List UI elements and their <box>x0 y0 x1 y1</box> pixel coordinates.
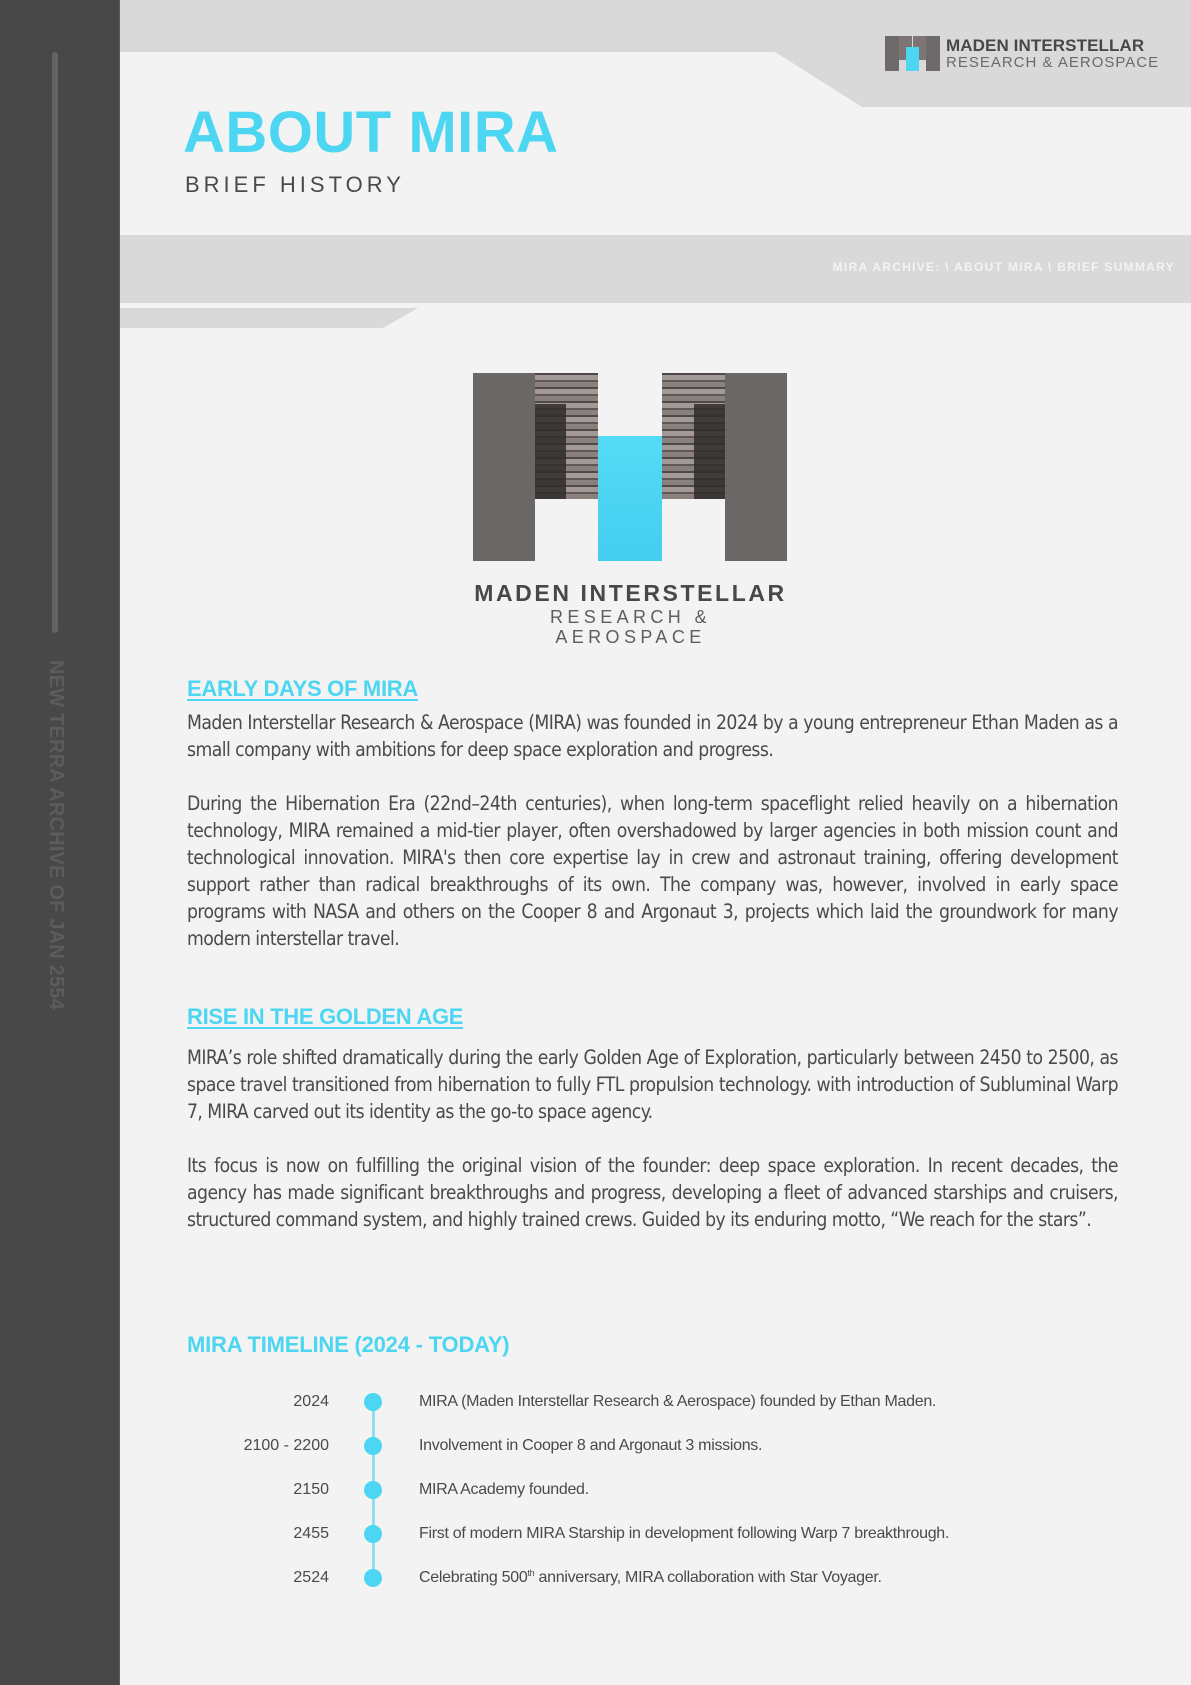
breadcrumb: MIRA ARCHIVE: \ ABOUT MIRA \ BRIEF SUMMARY <box>832 260 1175 274</box>
paragraph: Its focus is now on fulfilling the original vision of the founder: deep space exploration. In recent decades, the agency has made significant breakthroughs and progress, developing a fleet of advanced starships and cruisers, structured command system, and highly trained crews. Guided by its enduring motto, “We reach for the stars”. <box>187 1154 1118 1231</box>
header-brand <box>885 36 1159 71</box>
paragraph: During the Hibernation Era (22nd–24th centuries), when long-term spaceflight relied heavily on a hibernation technology, MIRA remained a mid-tier player, often overshadowed by larger agencies in both mission count and technological innovation. MIRA's then core expertise lay in crew and astronaut training, offering development support rather than radical breakthroughs of its own. The company was, however, involved in early space programs with NASA and others on the Cooper 8 and Argonaut 3, projects which laid the groundwork for many modern interstellar travel. <box>187 792 1118 950</box>
section-heading-golden-age: RISE IN THE GOLDEN AGE <box>187 1004 464 1029</box>
timeline-dot-icon <box>364 1569 382 1587</box>
timeline-event <box>187 1435 1118 1457</box>
timeline-title: MIRA TIMELINE (2024 - TODAY) <box>187 1332 510 1357</box>
event-year: 2455 <box>293 1525 329 1542</box>
page-subtitle: BRIEF HISTORY <box>185 172 405 197</box>
event-text: First of modern MIRA Starship in development following Warp 7 breakthrough. <box>419 1525 950 1542</box>
event-year: 2150 <box>293 1481 329 1498</box>
sidebar <box>0 0 120 1685</box>
hero-brand-tagline: RESEARCH & AEROSPACE <box>549 607 712 647</box>
brand-text <box>946 37 1159 71</box>
event-text: Celebrating 500th anniversary, MIRA collaboration with Star Voyager. <box>419 1568 882 1586</box>
timeline-event <box>187 1567 1118 1589</box>
paragraph: MIRA’s role shifted dramatically during the early Golden Age of Exploration, particularly between 2450 to 2500, as space travel transitioned from hibernation to fully FTL propulsion technology. with introduction of Subluminal Warp 7, MIRA carved out its identity as the go-to space agency. <box>187 1046 1118 1123</box>
timeline-dot-icon <box>364 1437 382 1455</box>
section-heading-early-days: EARLY DAYS OF MIRA <box>187 676 418 701</box>
timeline <box>187 1380 1118 1600</box>
article-content <box>187 672 1118 1233</box>
breadcrumb-band <box>120 235 1191 303</box>
timeline-dot-icon <box>364 1481 382 1499</box>
timeline-dot-icon <box>364 1393 382 1411</box>
event-year: 2524 <box>293 1569 329 1586</box>
sidebar-rail <box>52 52 58 633</box>
event-text: MIRA Academy founded. <box>419 1481 589 1498</box>
event-year: 2024 <box>293 1393 329 1410</box>
paragraph: Maden Interstellar Research & Aerospace (MIRA) was founded in 2024 by a young entrepreneur Ethan Maden as a small company with ambitions for deep space exploration and progress. <box>187 711 1118 761</box>
event-year: 2100 - 2200 <box>243 1437 329 1454</box>
timeline-dot-icon <box>364 1525 382 1543</box>
timeline-event <box>187 1391 1118 1413</box>
timeline-event <box>187 1479 1118 1501</box>
event-text: Involvement in Cooper 8 and Argonaut 3 missions. <box>419 1437 763 1454</box>
brand-name: MADEN INTERSTELLAR <box>946 35 1145 55</box>
decorative-strip <box>120 308 418 328</box>
mira-h-logo-icon <box>473 373 787 561</box>
page-title: ABOUT MIRA <box>183 100 559 165</box>
hero-brand-name: MADEN INTERSTELLAR <box>474 580 787 606</box>
archive-label: NEW TERRA ARCHIVE OF JAN 2554 <box>45 660 67 1010</box>
brand-tagline: RESEARCH & AEROSPACE <box>946 53 1160 71</box>
event-text: MIRA (Maden Interstellar Research & Aerospace) founded by Ethan Maden. <box>419 1393 937 1410</box>
timeline-event <box>187 1523 1118 1545</box>
mira-h-logo-icon <box>885 36 940 71</box>
